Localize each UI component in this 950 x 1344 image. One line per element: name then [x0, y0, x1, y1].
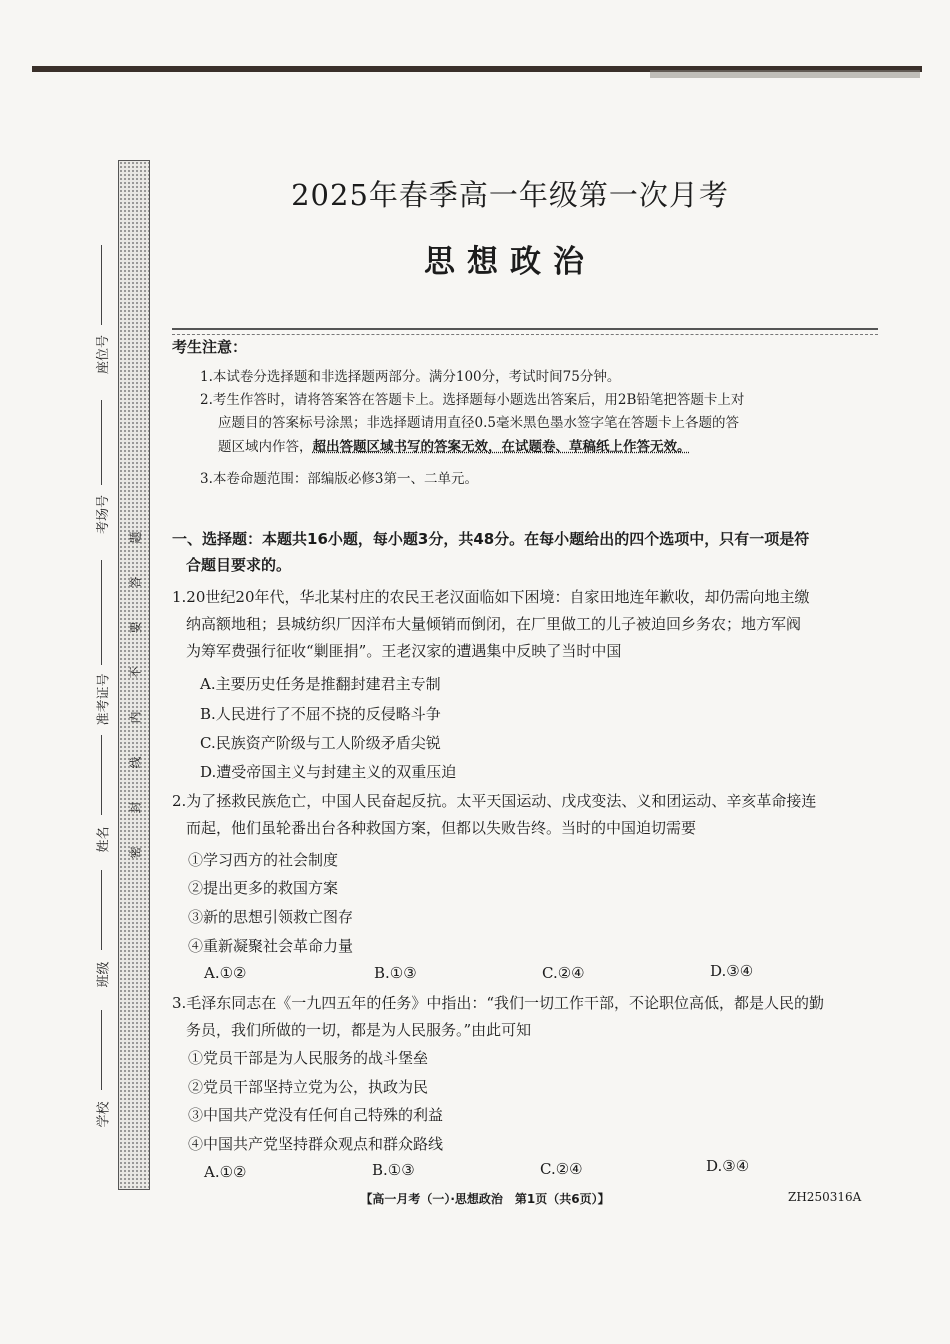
field-class: 班级: [96, 961, 112, 988]
section-heading: [172, 526, 884, 578]
question-line: 3.毛泽东同志在《一九四五年的任务》中指出：“我们一切工作干部，不论职位高低，都是人民的勤: [172, 994, 824, 1012]
seal-char: 要: [128, 621, 143, 634]
notice-item-2-emphasis: 超出答题区域书写的答案无效，在试题卷、草稿纸上作答无效。: [312, 439, 691, 455]
page-top-edge-shadow: [650, 70, 920, 78]
q2-option-c: C.②④: [542, 964, 585, 982]
field-school: 学校: [96, 1101, 112, 1128]
q2-statement-3: ③新的思想引领救亡图存: [188, 908, 354, 926]
q2-statement-2: ②提出更多的救国方案: [188, 879, 339, 897]
seal-line-text: [128, 515, 144, 875]
field-line: [101, 1010, 102, 1090]
q2-option-a: A.①②: [204, 964, 247, 982]
question-line: 为筹军费强行征收“剿匪捐”。王老汉家的遭遇集中反映了当时中国: [186, 642, 622, 660]
q1-option-b: B.人民进行了不屈不挠的反侵略斗争: [200, 705, 441, 723]
q1-option-c: C.民族资产阶级与工人阶级矛盾尖锐: [200, 734, 441, 752]
q3-statement-2: ②党员干部坚持立党为公，执政为民: [188, 1078, 429, 1096]
seal-char: 封: [128, 801, 143, 814]
q3-option-d: D.③④: [706, 1157, 750, 1175]
q3-option-b: B.①③: [372, 1161, 415, 1179]
field-admission-number: 准考证号: [96, 673, 112, 726]
paper-code: ZH250316A: [788, 1190, 862, 1204]
seal-char: 答: [128, 576, 143, 589]
notice-item-2-line-3: [218, 436, 898, 458]
notice-item-2-line-1: 2.考生作答时，请将答案答在答题卡上。选择题每小题选出答案后，用2B铅笔把答题卡上对: [200, 392, 745, 408]
field-line: [101, 870, 102, 950]
seal-char: 题: [128, 531, 143, 544]
notice-item-2-line-2: 应题目的答案标号涂黑；非选择题请用直径0.5毫米黑色墨水签字笔在答题卡上各题的答: [218, 415, 739, 431]
exam-subject: 思想政治: [424, 244, 596, 280]
seal-char: 线: [128, 756, 143, 769]
q3-statement-1: ①党员干部是为人民服务的战斗堡垒: [188, 1049, 429, 1067]
page-footer: 【高一月考（一）·思想政治 第1页（共6页）】: [360, 1192, 610, 1206]
question-2-stem: [172, 788, 884, 842]
notice-item-1: 1.本试卷分选择题和非选择题两部分。满分100分，考试时间75分钟。: [200, 369, 621, 385]
q1-option-a: A.主要历史任务是推翻封建君主专制: [200, 675, 441, 693]
field-line: [101, 400, 102, 485]
notice-item-2-text: 题区域内作答，: [218, 439, 313, 455]
exam-title: 2025年春季高一年级第一次月考: [291, 178, 729, 212]
notice-heading: 考生注意：: [172, 338, 248, 356]
question-line: 纳高额地租；县城纺织厂因洋布大量倾销而倒闭，在厂里做工的儿子被迫回乡务农；地方军阀: [186, 615, 802, 633]
question-line: 而起，他们虽轮番出台各种救国方案，但都以失败告终。当时的中国迫切需要: [186, 819, 697, 837]
seal-char: 密: [128, 846, 143, 859]
question-3-stem: [172, 990, 884, 1044]
seal-char: 内: [128, 711, 143, 724]
q1-option-d: D.遭受帝国主义与封建主义的双重压迫: [200, 763, 457, 781]
question-line: 1.20世纪20年代，华北某村庄的农民王老汉面临如下困境：自家田地连年歉收，却仍需向地主缴: [172, 588, 810, 606]
q2-option-b: B.①③: [374, 964, 417, 982]
q3-statement-4: ④中国共产党坚持群众观点和群众路线: [188, 1135, 444, 1153]
field-name: 姓名: [96, 826, 112, 853]
field-line: [101, 560, 102, 665]
seal-char: 不: [128, 666, 143, 679]
field-line: [101, 735, 102, 815]
question-1-stem: [172, 584, 884, 665]
section-heading-line-2: 合题目要求的。: [186, 556, 292, 574]
header-divider: [172, 328, 878, 335]
q2-option-d: D.③④: [710, 962, 754, 980]
q3-option-c: C.②④: [540, 1160, 583, 1178]
q2-statement-4: ④重新凝聚社会革命力量: [188, 937, 354, 955]
field-seat-number: 座位号: [96, 334, 112, 375]
q2-statement-1: ①学习西方的社会制度: [188, 851, 339, 869]
q3-option-a: A.①②: [204, 1163, 247, 1181]
notice-item-3: 3.本卷命题范围：部编版必修3第一、二单元。: [200, 471, 478, 487]
question-line: 务员，我们所做的一切，都是为人民服务。”由此可知: [186, 1021, 532, 1039]
section-heading-line-1: 一、选择题：本题共16小题，每小题3分，共48分。在每小题给出的四个选项中，只有一项是符: [172, 530, 810, 548]
q3-statement-3: ③中国共产党没有任何自己特殊的利益: [188, 1106, 444, 1124]
field-exam-room: 考场号: [96, 494, 112, 535]
question-line: 2.为了拯救民族危亡，中国人民奋起反抗。太平天国运动、戊戌变法、义和团运动、辛亥革命接连: [172, 792, 817, 810]
